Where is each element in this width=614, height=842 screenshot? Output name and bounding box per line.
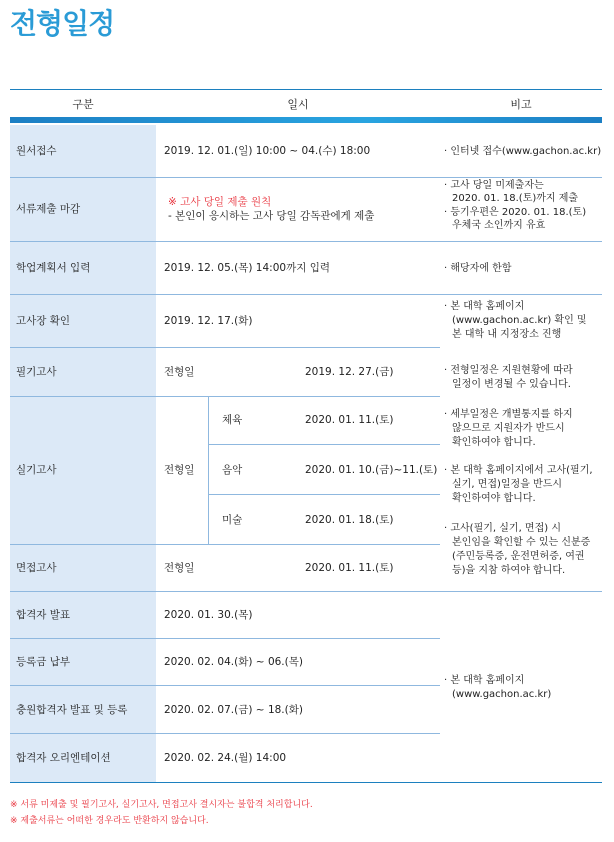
header-datetime: 일시	[287, 98, 309, 111]
subject-name: 체육	[222, 414, 243, 426]
row-note: · 본 대학 홈페이지	[444, 301, 525, 312]
exam-note: 실기, 면접)일정을 반드시	[452, 479, 563, 490]
header-category: 구분	[72, 98, 94, 111]
row-date: 2020. 01. 11.(토)	[305, 562, 394, 574]
exam-note: 등)을 지참 하여야 합니다.	[452, 565, 566, 576]
subject-name: 미술	[222, 514, 243, 526]
row-divider	[10, 294, 602, 295]
row-divider	[10, 177, 602, 178]
row-label: 합격자 발표	[16, 609, 71, 621]
footnote: ※ 제출서류는 어떠한 경우라도 반환하지 않습니다.	[10, 816, 209, 826]
exam-note: · 본 대학 홈페이지에서 고사(필기,	[444, 465, 593, 476]
row-note: 우체국 소인까지 유효	[452, 220, 546, 231]
row-note: · 등기우편은 2020. 01. 18.(토)	[444, 207, 587, 218]
subject-date: 2020. 01. 18.(토)	[305, 514, 394, 526]
row-date: 2020. 01. 30.(목)	[164, 609, 253, 621]
row-label: 실기고사	[16, 464, 57, 476]
row-label: 학업계획서 입력	[16, 262, 91, 274]
exam-note: (주민등록증, 운전면허증, 여권	[452, 551, 585, 562]
header-accent-bar	[10, 117, 602, 123]
row-label: 면접고사	[16, 562, 57, 574]
exam-note: 확인하여야 합니다.	[452, 493, 536, 504]
row-sub-label: 전형일	[164, 464, 195, 476]
exam-note: · 전형일정은 지원현황에 따라	[444, 365, 573, 376]
row-divider	[10, 591, 602, 592]
row-note: · 고사 당일 미제출자는	[444, 180, 544, 191]
row-date: 2019. 12. 05.(목) 14:00까지 입력	[164, 262, 330, 274]
row-label: 충원합격자 발표 및 등록	[16, 704, 128, 716]
row-detail: - 본인이 응시하는 고사 당일 감독관에게 제출	[168, 210, 375, 222]
row-sub-label: 전형일	[164, 562, 195, 574]
row-date: 2019. 12. 01.(일) 10:00 ~ 04.(수) 18:00	[164, 145, 371, 157]
row-date: 2020. 02. 04.(화) ~ 06.(목)	[164, 656, 303, 668]
row-label: 등록금 납부	[16, 656, 71, 668]
row-divider	[10, 396, 440, 397]
exam-note: 본인임을 확인할 수 있는 신분증	[452, 537, 591, 548]
row-label: 서류제출 마감	[16, 203, 81, 215]
exam-note: · 세부일정은 개별통지를 하지	[444, 409, 573, 420]
row-date: 2019. 12. 17.(화)	[164, 315, 253, 327]
row-label: 원서접수	[16, 145, 57, 157]
header-remarks: 비고	[510, 98, 532, 111]
table-bottom-rule	[10, 782, 602, 783]
final-note: · 본 대학 홈페이지	[444, 675, 525, 686]
subject-date: 2020. 01. 10.(금)~11.(토)	[305, 464, 438, 476]
sub-row-divider	[208, 444, 440, 445]
row-sub-label: 전형일	[164, 366, 195, 378]
row-divider	[10, 241, 602, 242]
row-note: · 인터넷 접수(www.gachon.ac.kr)	[444, 146, 602, 157]
row-divider	[10, 685, 440, 686]
row-note: · 해당자에 한함	[444, 263, 512, 274]
row-note: 본 대학 내 지정장소 진행	[452, 329, 562, 340]
row-date: 2020. 02. 24.(월) 14:00	[164, 752, 287, 764]
row-divider	[10, 347, 440, 348]
exam-note: 일정이 변경될 수 있습니다.	[452, 379, 571, 390]
row-divider	[10, 544, 440, 545]
subject-date: 2020. 01. 11.(토)	[305, 414, 394, 426]
subject-name: 음악	[222, 464, 243, 476]
final-note: (www.gachon.ac.kr)	[452, 689, 552, 700]
row-label: 필기고사	[16, 366, 57, 378]
row-date: 2019. 12. 27.(금)	[305, 366, 394, 378]
row-label: 합격자 오리엔테이션	[16, 752, 111, 764]
sub-row-divider	[208, 494, 440, 495]
sub-column-divider	[208, 397, 209, 544]
exam-note: 않으므로 지원자가 반드시	[452, 423, 565, 434]
row-note: (www.gachon.ac.kr) 확인 및	[452, 315, 587, 326]
row-divider	[10, 638, 440, 639]
page-title: 전형일정	[10, 7, 115, 40]
row-warning: ※ 고사 당일 제출 원칙	[168, 196, 272, 208]
exam-note: 확인하여야 합니다.	[452, 437, 536, 448]
row-divider	[10, 733, 440, 734]
row-note: 2020. 01. 18.(토)까지 제출	[452, 193, 579, 204]
row-date: 2020. 02. 07.(금) ~ 18.(화)	[164, 704, 303, 716]
footnote: ※ 서류 미제출 및 필기고사, 실기고사, 면접고사 결시자는 불합격 처리합니다.	[10, 800, 313, 810]
exam-note: · 고사(필기, 실기, 면접) 시	[444, 523, 561, 534]
row-label: 고사장 확인	[16, 315, 71, 327]
